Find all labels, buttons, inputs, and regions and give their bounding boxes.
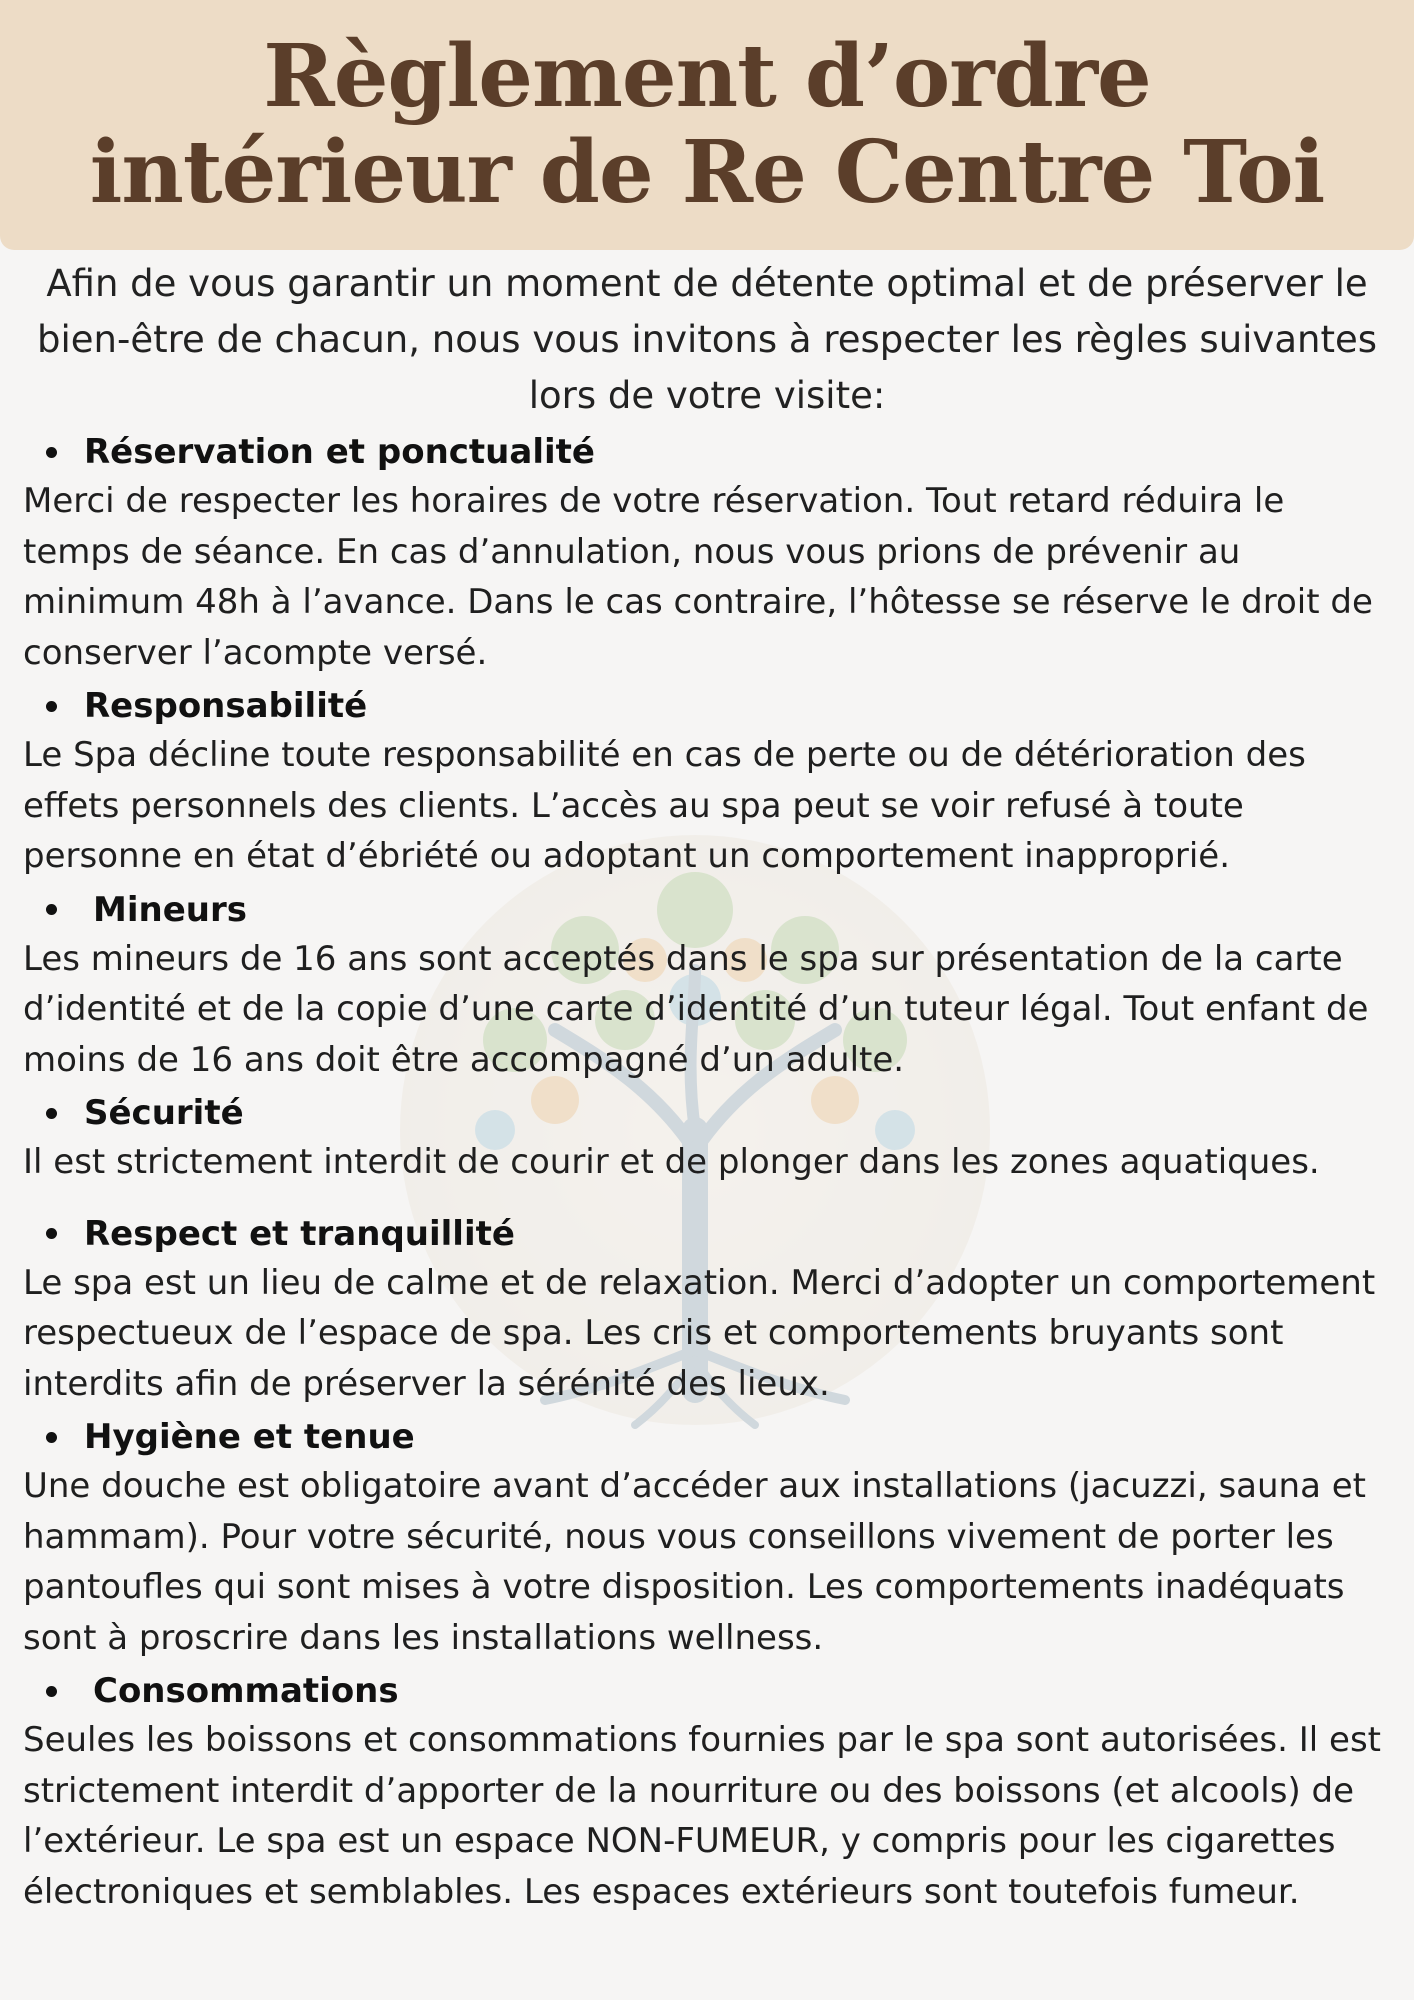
rule-heading-respect: [0, 1210, 1414, 1258]
rule-body: Il est strictement interdit de courir et de plonger dans les zones aquatiques.: [23, 1142, 1320, 1182]
rule-body: Le Spa décline toute responsabilité en cas de perte ou de détérioration des effets personnels des clients. L’accès au spa peut se voir refusé à toute personne en état d’ébriété ou adoptant un comportement inapproprié.: [23, 735, 1306, 876]
rule-title: Sécurité: [84, 1093, 244, 1133]
title-banner: [0, 0, 1414, 250]
spacer: [0, 1188, 1414, 1206]
rule-title: Réservation et ponctualité: [84, 432, 595, 472]
rule-heading-consommations: [0, 1667, 1414, 1715]
rule-heading-reservation: [0, 428, 1414, 476]
rule-title: Responsabilité: [84, 686, 368, 726]
rule-title: Consommations: [93, 1671, 399, 1711]
rule-body: Le spa est un lieu de calme et de relaxation. Merci d’adopter un comportement respectueux de l’espace de spa. Les cris et comportements bruyants sont interdits afin de préserver la sérénité des lieux.: [23, 1262, 1376, 1404]
bullet-icon: [46, 701, 57, 712]
bullet-icon: [46, 1108, 57, 1119]
bullet-icon: [46, 1686, 57, 1697]
rule-title: Mineurs: [93, 889, 247, 930]
bullet-icon: [46, 1228, 57, 1239]
rule-heading-hygiene: [0, 1413, 1414, 1461]
rule-body: Une douche est obligatoire avant d’accéder aux installations (jacuzzi, sauna et hammam). Pour votre sécurité, nous vous conseillons vivement de porter les pantoufles qui sont mises à votre disposition. Les comportements inadéquats sont à proscrire dans les installations wellness.: [23, 1466, 1366, 1658]
rule-heading-mineurs: [0, 886, 1414, 934]
rule-body: Seules les boissons et consommations fournies par le spa sont autorisées. Il est strictement interdit d’apporter de la nourriture ou des boissons (et alcools) de l’extérieur. Le spa est un espace NON-FUMEUR, y compris pour les cigarettes électroniques et semblables. Les espaces extérieurs sont toutefois fumeur.: [23, 1720, 1382, 1912]
rule-heading-securite: [0, 1089, 1414, 1137]
rules-content: [0, 250, 1414, 1917]
intro-text: Afin de vous garantir un moment de détente optimal et de préserver le bien-être de chacun, nous vous invitons à respecter les règles suivantes lors de votre visite:: [36, 262, 1377, 417]
bullet-icon: [46, 904, 57, 915]
bullet-icon: [46, 447, 57, 458]
rule-body: Les mineurs de 16 ans sont acceptés dans le spa sur présentation de la carte d’identité et de la copie d’une carte d’identité d’un tuteur légal. Tout enfant de moins de 16 ans doit être accompagné d’un adulte.: [23, 938, 1369, 1080]
rule-heading-responsabilite: [0, 682, 1414, 730]
rule-body: Merci de respecter les horaires de votre réservation. Tout retard réduira le temps de séance. En cas d’annulation, nous vous prions de prévenir au minimum 48h à l’avance. Dans le cas contraire, l’hôtesse se réserve le droit de conserver l’acompte versé.: [23, 481, 1373, 673]
rule-title: Hygiène et tenue: [84, 1417, 415, 1457]
bullet-icon: [46, 1432, 57, 1443]
page-title: Règlement d’ordre intérieur de Re Centre Toi: [89, 26, 1325, 223]
rule-title: Respect et tranquillité: [84, 1213, 515, 1254]
